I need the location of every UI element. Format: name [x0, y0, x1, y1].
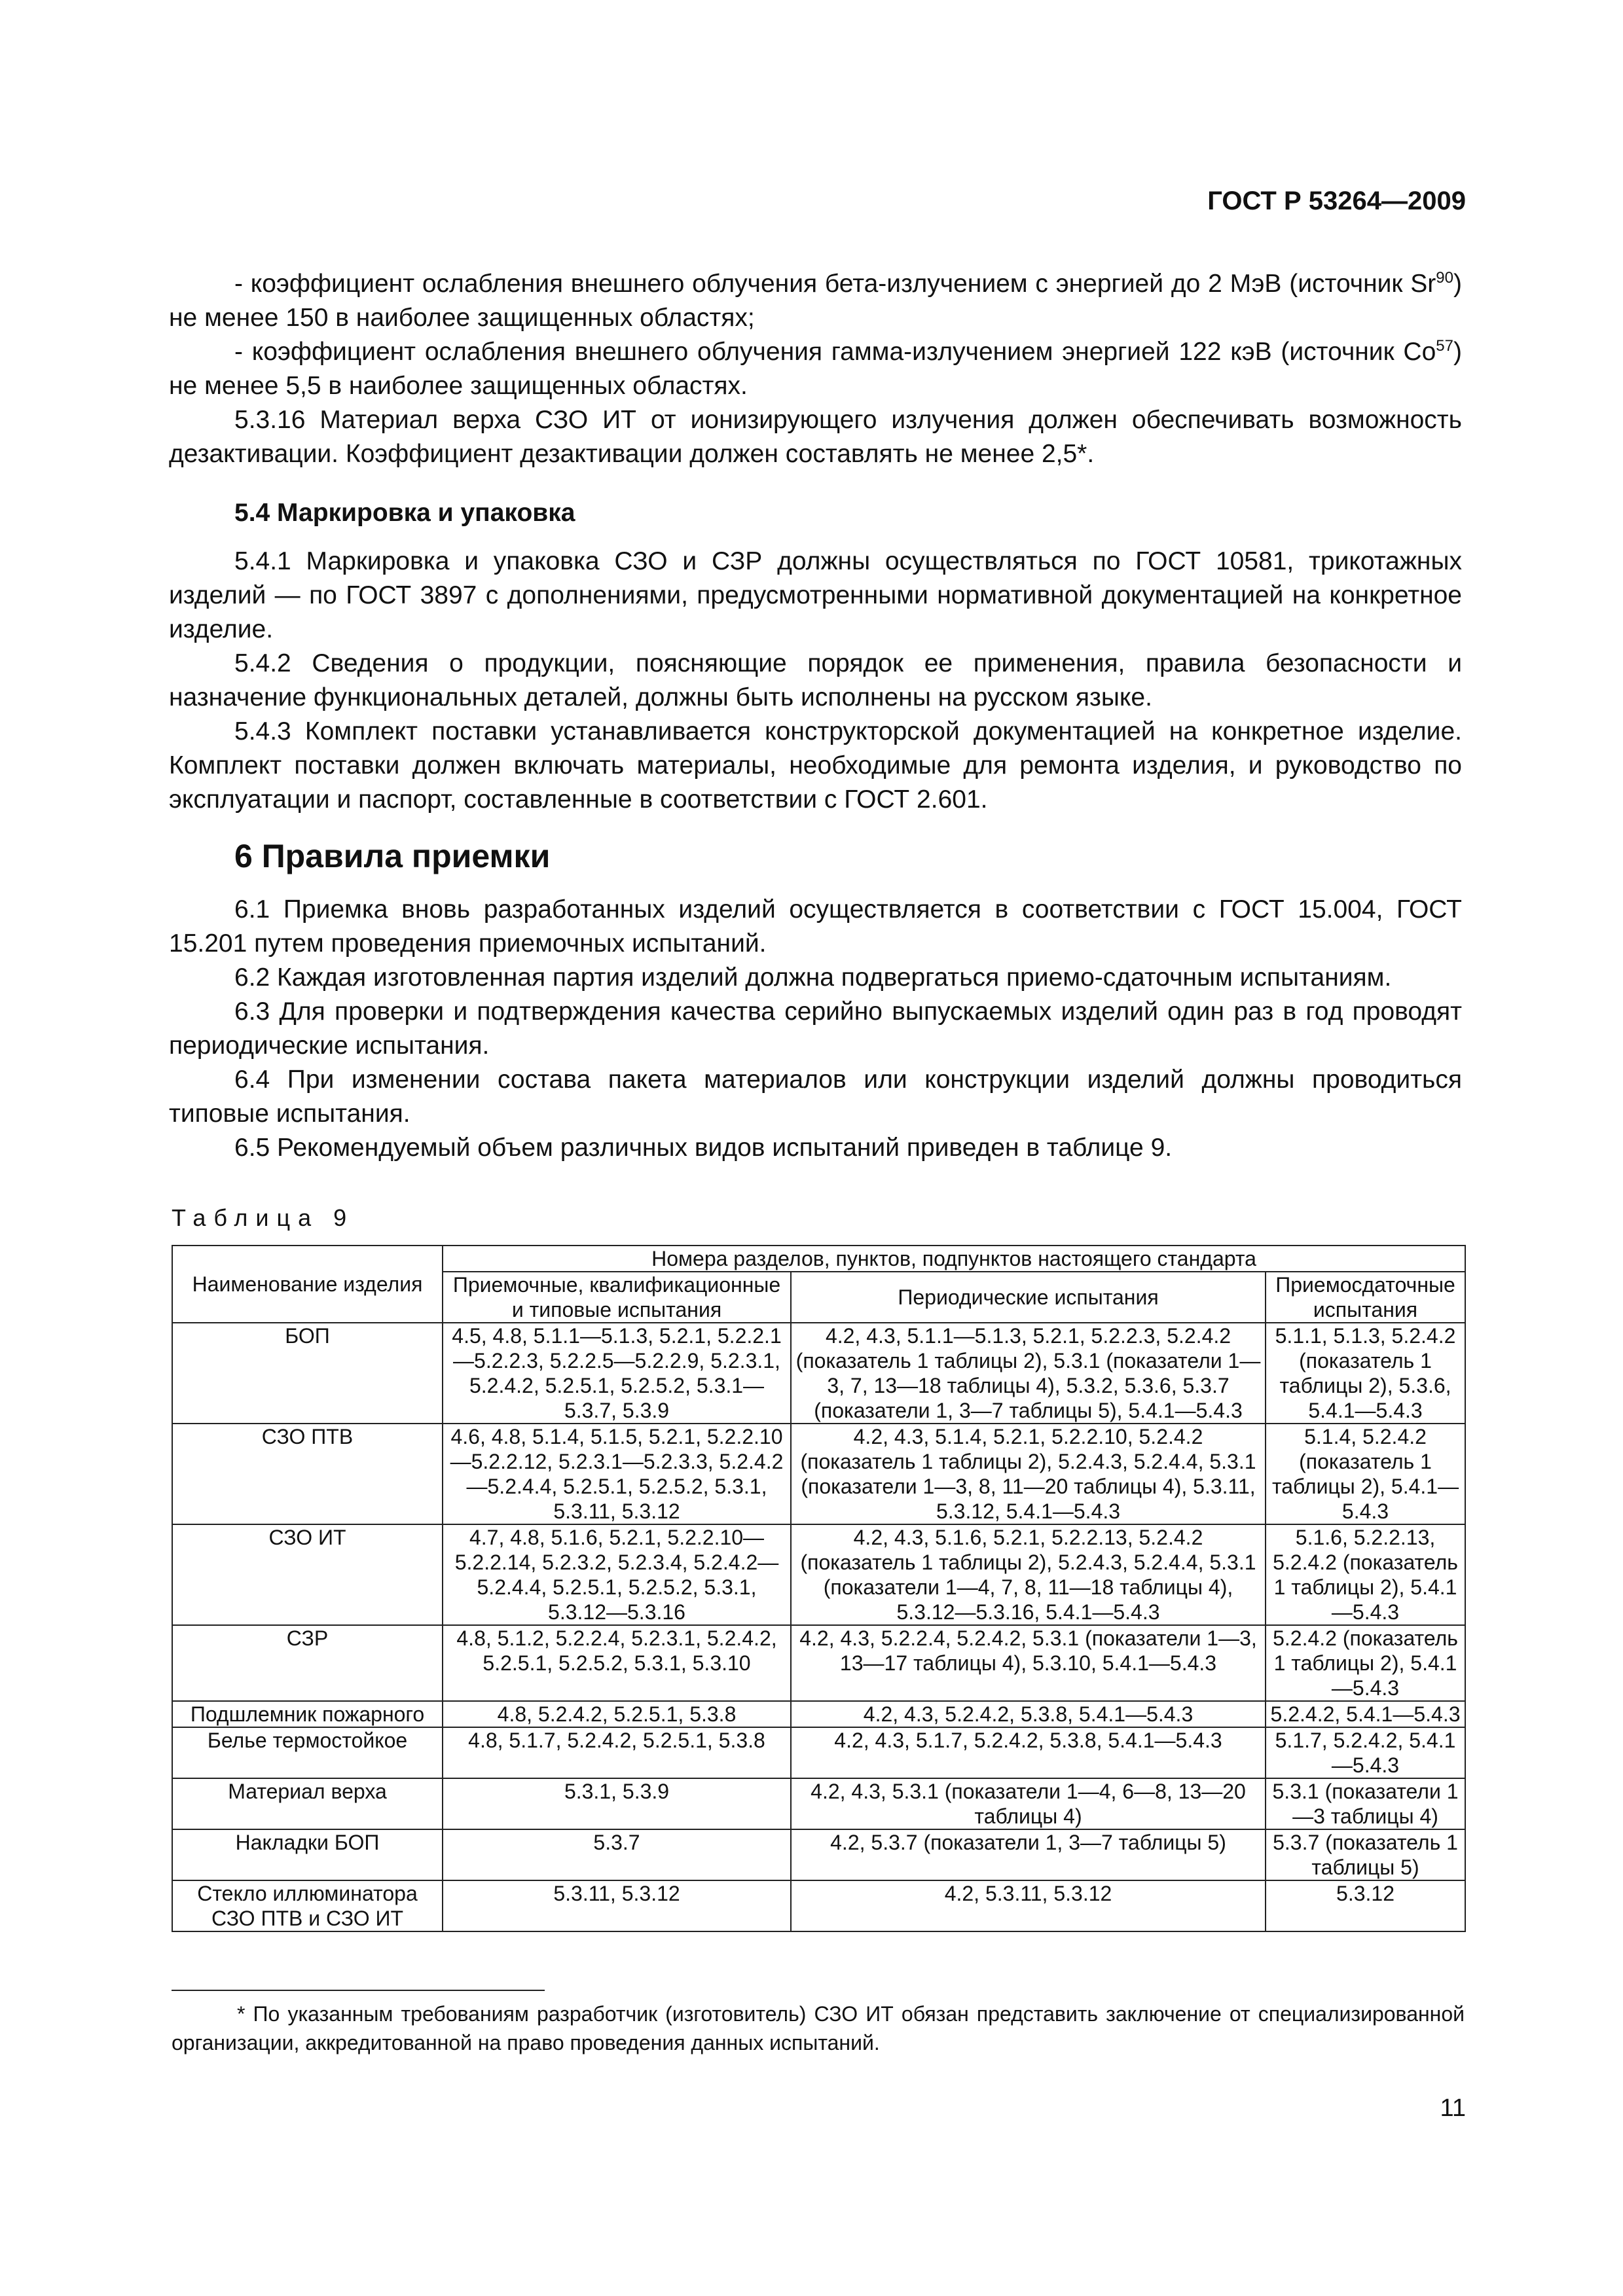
paragraph: 6.1 Приемка вновь разработанных изделий осуществляется в соответствии с ГОСТ 15.004, ГОСТ 15.201 путем проведения приемочных испытаний. [169, 895, 1462, 958]
paragraph: 5.3.16 Материал верха СЗО ИТ от ионизирующего излучения должен обеспечивать возможность дезактивации. Коэффициент дезактивации должен составлять не менее 2,5*. [169, 406, 1462, 468]
top-paragraphs [169, 267, 1462, 471]
paragraph: 5.4.1 Маркировка и упаковка СЗО и СЗР должны осуществляться по ГОСТ 10581, трикотажных изделий — по ГОСТ 3897 с дополнениями, предусмотренными нормативной документацией на конкретное изделие. [169, 547, 1462, 643]
cell-acceptance: 5.3.7 [443, 1829, 791, 1880]
cell-delivery: 5.2.4.2 (показатель 1 таблицы 2), 5.4.1—5.4.3 [1266, 1625, 1465, 1701]
cell-acceptance: 5.3.11, 5.3.12 [443, 1880, 791, 1931]
acceptance-tests-table [172, 1245, 1466, 1932]
paragraph: - коэффициент ослабления внешнего облучения бета-излучением с энергией до 2 МэВ (источник Sr$^{90}$) не менее 150 в наиболее защищенных областях; [169, 269, 1462, 332]
cell-periodic: 4.2, 4.3, 5.1.1—5.1.3, 5.2.1, 5.2.2.3, 5.2.4.2 (показатель 1 таблицы 2), 5.3.1 (показатели 1—3, 7, 13—18 таблицы 4), 5.3.2, 5.3.6, 5.3.7 (показатели 1, 3—7 таблицы 5), 5.4.1—5.4.3 [791, 1323, 1266, 1424]
paragraph: 6.5 Рекомендуемый объем различных видов испытаний приведен в таблице 9. [234, 1134, 1173, 1162]
cell-periodic: 4.2, 4.3, 5.1.6, 5.2.1, 5.2.2.13, 5.2.4.2 (показатель 1 таблицы 2), 5.2.4.3, 5.2.4.4, 5.3.1 (показатели 1—4, 7, 8, 11—18 таблицы 4), 5.3.12—5.3.16, 5.4.1—5.4.3 [791, 1524, 1266, 1625]
cell-item: СЗР [172, 1625, 443, 1701]
standard-designation: ГОСТ Р 53264—2009 [1207, 187, 1466, 215]
paragraph: - коэффициент ослабления внешнего облучения гамма-излучением энергией 122 кэВ (источник Co$^{57}$) не менее 5,5 в наиболее защищенных областях. [169, 337, 1462, 400]
cell-delivery: 5.1.6, 5.2.2.13, 5.2.4.2 (показатель 1 таблицы 2), 5.4.1—5.4.3 [1266, 1524, 1465, 1625]
footnote: * По указанным требованиям разработчик (изготовитель) СЗО ИТ обязан представить заключение от специализированной организации, аккредитованной на право проведения данных испытаний. [172, 2002, 1465, 2054]
cell-delivery: 5.3.7 (показатель 1 таблицы 5) [1266, 1829, 1465, 1880]
cell-item: Накладки БОП [172, 1829, 443, 1880]
header-periodic: Периодические испытания [791, 1272, 1266, 1323]
table-row [172, 1424, 1465, 1524]
header-delivery: Приемосдаточные испытания [1266, 1272, 1465, 1323]
cell-acceptance: 4.8, 5.1.7, 5.2.4.2, 5.2.5.1, 5.3.8 [443, 1727, 791, 1778]
cell-delivery: 5.2.4.2, 5.4.1—5.4.3 [1266, 1701, 1465, 1727]
cell-item: Подшлемник пожарного [172, 1701, 443, 1727]
header-acceptance: Приемочные, квалификационные и типовые испытания [443, 1272, 791, 1323]
page-number: 11 [1440, 2094, 1466, 2122]
cell-item: Материал верха [172, 1778, 443, 1829]
cell-acceptance: 4.8, 5.2.4.2, 5.2.5.1, 5.3.8 [443, 1701, 791, 1727]
section-6 [169, 839, 1462, 1165]
cell-delivery: 5.3.12 [1266, 1880, 1465, 1931]
cell-periodic: 4.2, 5.3.11, 5.3.12 [791, 1880, 1266, 1931]
cell-item: Белье термостойкое [172, 1727, 443, 1778]
cell-delivery: 5.1.4, 5.2.4.2 (показатель 1 таблицы 2), 5.4.1—5.4.3 [1266, 1424, 1465, 1524]
cell-periodic: 4.2, 5.3.7 (показатели 1, 3—7 таблицы 5) [791, 1829, 1266, 1880]
cell-periodic: 4.2, 4.3, 5.2.4.2, 5.3.8, 5.4.1—5.4.3 [791, 1701, 1266, 1727]
section-heading: 6 Правила приемки [234, 838, 551, 874]
section-heading: 5.4 Маркировка и упаковка [234, 499, 575, 527]
table-row [172, 1701, 1465, 1727]
cell-acceptance: 4.7, 4.8, 5.1.6, 5.2.1, 5.2.2.10—5.2.2.14, 5.2.3.2, 5.2.3.4, 5.2.4.2—5.2.4.4, 5.2.5.1, 5.2.5.2, 5.3.1, 5.3.12—5.3.16 [443, 1524, 791, 1625]
table-row [172, 1829, 1465, 1880]
table-row [172, 1727, 1465, 1778]
paragraph: 6.4 При изменении состава пакета материалов или конструкции изделий должны проводиться типовые испытания. [169, 1066, 1462, 1128]
table-row [172, 1880, 1465, 1931]
cell-periodic: 4.2, 4.3, 5.3.1 (показатели 1—4, 6—8, 13—20 таблицы 4) [791, 1778, 1266, 1829]
cell-periodic: 4.2, 4.3, 5.1.7, 5.2.4.2, 5.3.8, 5.4.1—5.4.3 [791, 1727, 1266, 1778]
cell-item: СЗО ПТВ [172, 1424, 443, 1524]
header-group: Номера разделов, пунктов, подпунктов настоящего стандарта [443, 1246, 1465, 1272]
table-row [172, 1323, 1465, 1424]
cell-item: БОП [172, 1323, 443, 1424]
cell-acceptance: 4.8, 5.1.2, 5.2.2.4, 5.2.3.1, 5.2.4.2, 5.2.5.1, 5.2.5.2, 5.3.1, 5.3.10 [443, 1625, 791, 1701]
cell-delivery: 5.1.1, 5.1.3, 5.2.4.2 (показатель 1 таблицы 2), 5.3.6, 5.4.1—5.4.3 [1266, 1323, 1465, 1424]
cell-delivery: 5.3.1 (показатели 1—3 таблицы 4) [1266, 1778, 1465, 1829]
table-row [172, 1625, 1465, 1701]
cell-acceptance: 5.3.1, 5.3.9 [443, 1778, 791, 1829]
table-row [172, 1524, 1465, 1625]
paragraph: 6.3 Для проверки и подтверждения качества серийно выпускаемых изделий один раз в год проводят периодические испытания. [169, 997, 1462, 1060]
paragraph: 6.2 Каждая изготовленная партия изделий должна подвергаться приемо-сдаточным испытаниям. [234, 963, 1392, 992]
cell-acceptance: 4.6, 4.8, 5.1.4, 5.1.5, 5.2.1, 5.2.2.10—5.2.2.12, 5.2.3.1—5.2.3.3, 5.2.4.2—5.2.4.4, 5.2.5.1, 5.2.5.2, 5.3.1, 5.3.11, 5.3.12 [443, 1424, 791, 1524]
table-caption: Таблица 9 [172, 1204, 355, 1231]
cell-periodic: 4.2, 4.3, 5.1.4, 5.2.1, 5.2.2.10, 5.2.4.2 (показатель 1 таблицы 2), 5.2.4.3, 5.2.4.4, 5.3.1 (показатели 1—3, 8, 11—20 таблицы 4), 5.3.11, 5.3.12, 5.4.1—5.4.3 [791, 1424, 1266, 1524]
cell-delivery: 5.1.7, 5.2.4.2, 5.4.1—5.4.3 [1266, 1727, 1465, 1778]
cell-acceptance: 4.5, 4.8, 5.1.1—5.1.3, 5.2.1, 5.2.2.1—5.2.2.3, 5.2.2.5—5.2.2.9, 5.2.3.1, 5.2.4.2, 5.2.5.1, 5.2.5.2, 5.3.1—5.3.7, 5.3.9 [443, 1323, 791, 1424]
header-item: Наименование изделия [172, 1246, 443, 1323]
section-5-4 [169, 496, 1462, 817]
paragraph: 5.4.2 Сведения о продукции, поясняющие порядок ее применения, правила безопасности и назначение функциональных деталей, должны быть исполнены на русском языке. [169, 649, 1462, 711]
cell-periodic: 4.2, 4.3, 5.2.2.4, 5.2.4.2, 5.3.1 (показатели 1—3, 13—17 таблицы 4), 5.3.10, 5.4.1—5.4.3 [791, 1625, 1266, 1701]
cell-item: Стекло иллюминатора СЗО ПТВ и СЗО ИТ [172, 1880, 443, 1931]
table-row [172, 1778, 1465, 1829]
footnote-divider [172, 1990, 545, 1991]
cell-item: СЗО ИТ [172, 1524, 443, 1625]
paragraph: 5.4.3 Комплект поставки устанавливается конструкторской документацией на конкретное изделие. Комплект поставки должен включать материалы, необходимые для ремонта изделия, и руководство по эксплуатации и паспорт, составленные в соответствии с ГОСТ 2.601. [169, 717, 1462, 814]
